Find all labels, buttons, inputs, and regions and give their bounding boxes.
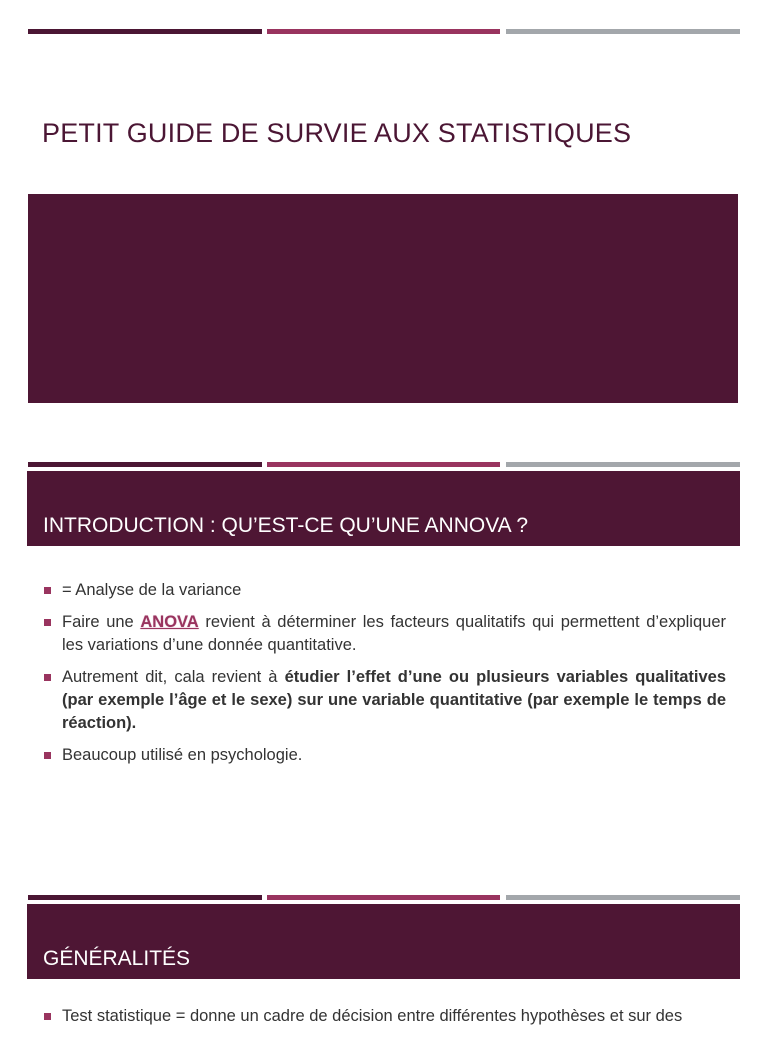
stripe-gray (506, 462, 740, 467)
generalites-bullet-list (43, 1005, 726, 1037)
intro-bullet-list (43, 579, 726, 776)
bullet-emphasis: étudier l’effet d’une ou plusieurs variables qualitatives (par exemple l’âge et le sexe) sur une variable quantitative (par exemple le temps de réaction). (62, 668, 726, 732)
stripe-gray (506, 895, 740, 900)
list-item (43, 1005, 726, 1028)
decorative-stripes (28, 462, 740, 467)
stripe-plum (28, 29, 262, 34)
generalites-heading: GÉNÉRALITÉS (43, 947, 191, 970)
anova-link[interactable]: ANOVA (140, 613, 199, 631)
generalites-header-band (27, 904, 740, 979)
list-item (43, 744, 726, 767)
list-item (43, 666, 726, 735)
title-color-block (28, 194, 738, 403)
stripe-gray (506, 29, 740, 34)
stripe-plum (28, 462, 262, 467)
page-title: PETIT GUIDE DE SURVIE AUX STATISTIQUES (42, 118, 632, 148)
bullet-text-pre: Faire une (62, 613, 141, 631)
bullet-text-post: revient à déterminer les facteurs qualitatifs qui permettent d’expliquer les variations d’une donnée quantitative. (62, 613, 727, 654)
square-bullet-icon (44, 674, 51, 681)
bullet-text-pre: Autrement dit, cala revient à (62, 668, 285, 686)
decorative-stripes (28, 29, 740, 34)
list-item (43, 579, 726, 602)
stripe-magenta (267, 29, 500, 34)
intro-header-band (27, 471, 740, 546)
stripe-plum (28, 895, 262, 900)
decorative-stripes (28, 895, 740, 900)
bullet-text: = Analyse de la variance (62, 581, 242, 599)
list-item (43, 611, 726, 657)
square-bullet-icon (44, 1013, 51, 1020)
stripe-magenta (267, 462, 500, 467)
square-bullet-icon (44, 587, 51, 594)
bullet-text: Beaucoup utilisé en psychologie. (62, 746, 303, 764)
bullet-text: Test statistique = donne un cadre de décision entre différentes hypothèses et sur des (62, 1007, 683, 1025)
square-bullet-icon (44, 619, 51, 626)
stripe-magenta (267, 895, 500, 900)
intro-heading: INTRODUCTION : QU’EST-CE QU’UNE ANNOVA ? (43, 514, 528, 537)
square-bullet-icon (44, 752, 51, 759)
